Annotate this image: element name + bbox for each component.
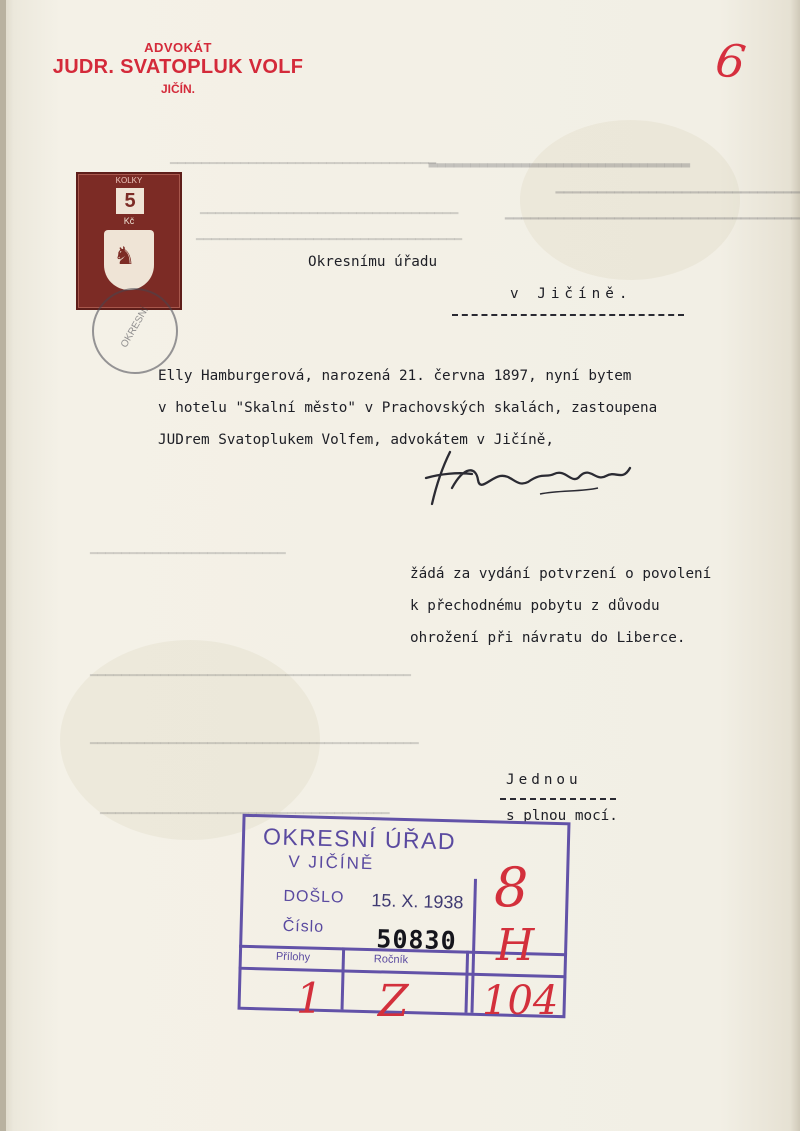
- signature-handwritten: [420, 448, 640, 512]
- body-line-3: JUDrem Svatoplukem Volfem, advokátem v Jičíně,: [158, 432, 554, 448]
- body-line-2: v hotelu "Skalní město" v Prachovských skalách, zastoupena: [158, 400, 658, 416]
- handwritten-bottom-mid: Z: [378, 976, 409, 1027]
- receipt-stamp-subtitle: V JIČÍNĚ: [288, 851, 375, 874]
- handwritten-bottom-right: 104: [482, 978, 559, 1024]
- corner-handwritten-number: 6: [712, 32, 749, 90]
- revenue-stamp-currency: Kč: [123, 216, 135, 226]
- received-date: 15. X. 1938: [371, 890, 464, 913]
- year-label: Ročník: [373, 953, 409, 967]
- attachments-label: Přílohy: [275, 950, 311, 964]
- reverse-side-ghost-text: ▁▁▁▁▁▁▁▁▁▁▁▁▁▁▁▁▁▁▁▁▁▁▁▁▁: [90, 540, 286, 555]
- letterhead-name: JUDR. SVATOPLUK VOLF: [52, 56, 304, 78]
- file-number: 50830: [376, 924, 458, 956]
- handwritten-mark: H: [496, 920, 535, 971]
- body-line-1: Elly Hamburgerová, narozená 21. června 1897, nyní bytem: [158, 368, 632, 384]
- bleed-through-text: ▂▂▂▂▂▂▂▂▂▂▂▂▂▂▂▂▂▂▂▂▂▂▂▂▂▂▂▂▂▂▂ ▁▁▁▁▁▁▁▁▁▁▁▁▁▁▁▁▁▁▁▁▁▁▁▁▁▁▁▁▁ ▁▁▁▁▁▁▁▁▁▁▁▁▁▁▁▁▁▁▁▁▁▁▁▁▁▁▁▁▁▁▁▁▁▁▁: [428, 152, 800, 220]
- paper-spine-edge: [0, 0, 6, 1131]
- postmark-text: OKRESNÍ: [118, 305, 152, 350]
- stamp-divider: [464, 951, 469, 1013]
- lion-coat-of-arms-icon: [104, 230, 154, 290]
- letterhead-title: ADVOKÁT: [144, 40, 212, 55]
- reverse-side-ghost-text: ▁▁▁▁▁▁▁▁▁▁▁▁▁▁▁▁▁▁▁▁▁▁▁▁▁▁▁▁▁▁▁▁▁▁▁▁▁: [100, 800, 390, 815]
- received-label: DOŠLO: [283, 887, 345, 907]
- enclosure-note: s plnou mocí.: [506, 808, 618, 824]
- letterhead-city: JIČÍN.: [160, 82, 195, 96]
- revenue-stamp-header: KOLKY: [115, 176, 143, 185]
- request-line-1: žádá za vydání potvrzení o povolení: [410, 566, 712, 582]
- addressee-underline: [452, 314, 684, 316]
- addressee-city: v Jičíně.: [510, 286, 633, 302]
- paper-stain: [520, 120, 740, 280]
- enclosure-underline: [500, 798, 616, 800]
- reverse-side-ghost-text: ▁▁▁▁▁▁▁▁▁▁▁▁▁▁▁▁▁▁▁▁▁▁▁▁▁▁▁▁▁▁▁▁▁▁▁▁▁▁▁▁▁▁: [90, 730, 419, 745]
- postmark-circle: [92, 288, 178, 374]
- request-line-2: k přechodnému pobytu z důvodu: [410, 598, 660, 614]
- revenue-stamp-value: 5: [116, 188, 144, 214]
- number-label: Číslo: [282, 917, 325, 936]
- stamp-divider: [341, 947, 346, 1009]
- stamp-divider: [470, 879, 477, 1013]
- reverse-side-ghost-text: ▁▁▁▁▁▁▁▁▁▁▁▁▁▁▁▁▁▁▁▁▁▁▁▁▁▁▁▁▁▁▁▁▁▁▁▁▁▁▁▁▁: [90, 662, 411, 677]
- reverse-side-ghost-text: ▁▁▁▁▁▁▁▁▁▁▁▁▁▁▁▁▁▁▁▁▁▁▁▁▁▁▁▁▁▁▁▁▁: [200, 200, 459, 215]
- handwritten-bottom-left: 1: [296, 974, 323, 1023]
- enclosure-count: Jednou: [506, 772, 582, 788]
- addressee-office: Okresnímu úřadu: [308, 254, 438, 270]
- reverse-side-ghost-text: ▁▁▁▁▁▁▁▁▁▁▁▁▁▁▁▁▁▁▁▁▁▁▁▁▁▁▁▁▁▁▁▁▁▁: [196, 226, 463, 241]
- handwritten-count: 8: [494, 856, 529, 919]
- reverse-side-ghost-text: ▔▔▔▔▔▔▔▔▔▔▔▔▔▔▔▔▔▔▔▔▔▔▔▔▔▔▔▔▔▔▔▔▔▔: [170, 148, 437, 163]
- receipt-stamp-title: OKRESNÍ ÚŘAD: [262, 823, 457, 855]
- request-line-3: ohrožení při návratu do Liberce.: [410, 630, 686, 646]
